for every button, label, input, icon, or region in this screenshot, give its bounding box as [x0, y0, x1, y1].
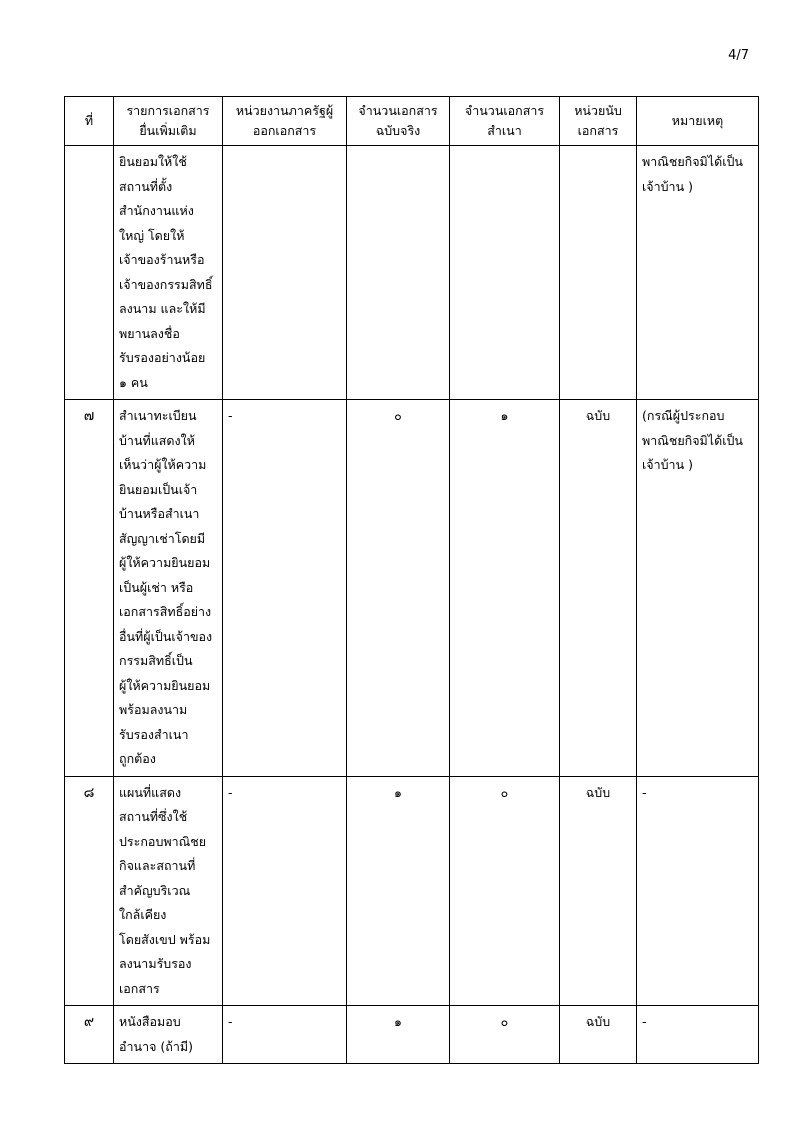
header-text-line: รายการเอกสาร	[126, 103, 210, 118]
document-item-line: เป็นผู้เช่า หรือ	[119, 579, 194, 595]
header-copy	[450, 97, 560, 146]
header-text-line: ยื่นเพิ่มเติม	[139, 123, 197, 138]
document-item-line: ใหญ่ โดยให้	[119, 227, 185, 243]
document-item-line: พยานลงชื่อ	[119, 325, 180, 341]
document-item-line: สำเนาทะเบียน	[119, 408, 197, 423]
remark-line: (กรณีผู้ประกอบ	[642, 408, 725, 423]
header-text-line: หน่วยงานภาครัฐผู้	[235, 103, 334, 118]
document-item-line: สถานที่ตั้ง	[119, 178, 173, 194]
document-item-line: เอกสารสิทธิ์อย่าง	[119, 604, 212, 619]
copy-count: ๐	[450, 1006, 560, 1064]
documents-table	[64, 96, 759, 1064]
document-item-line: รับรองอย่างน้อย	[119, 350, 206, 365]
table-row	[65, 1006, 759, 1064]
header-text-line: เอกสาร	[577, 123, 619, 138]
document-item-line: เจ้าของกรรมสิทธิ์	[119, 276, 213, 292]
document-item-line: ๑ คน	[119, 374, 148, 390]
remark	[637, 1006, 759, 1064]
issuing-agency: -	[223, 1006, 347, 1064]
document-item-line: หนังสือมอบ	[119, 1014, 181, 1029]
remark-line: พาณิชยกิจมิได้เป็น	[642, 432, 743, 448]
table-row	[65, 400, 759, 777]
remark-line: เจ้าบ้าน )	[642, 457, 693, 472]
document-item-line: ลงนามรับรอง	[119, 956, 192, 971]
document-item-line: ผู้ให้ความยินยอม	[119, 555, 211, 570]
document-item-line: เห็นว่าผู้ให้ความ	[119, 457, 207, 472]
row-number: ๘	[65, 776, 114, 1006]
header-text-line: หน่วยนับ	[574, 103, 622, 118]
document-item-line: แผนที่แสดง	[119, 784, 182, 800]
document-item-line: สำคัญบริเวณ	[119, 882, 191, 898]
issuing-agency: -	[223, 400, 347, 777]
copy-count	[450, 146, 560, 400]
remark	[637, 146, 759, 400]
document-item-line: ลงนาม และให้มี	[119, 301, 206, 316]
header-item	[114, 97, 223, 146]
document-item-line: พร้อมลงนาม	[119, 702, 188, 717]
document-item-line: บ้านหรือสำเนา	[119, 506, 200, 521]
header-text-line: ออกเอกสาร	[252, 123, 317, 138]
document-item-line: สัญญาเช่าโดยมี	[119, 530, 206, 546]
table-row	[65, 776, 759, 1006]
table-row	[65, 146, 759, 400]
header-unit	[560, 97, 637, 146]
document-item-line: สถานที่ซึ่งใช้	[119, 809, 188, 824]
document-unit	[560, 146, 637, 400]
remark-line: -	[642, 784, 647, 800]
original-count: ๐	[347, 400, 450, 777]
document-item-line: รับรองสำเนา	[119, 726, 189, 742]
header-text-line: จำนวนเอกสาร	[464, 103, 545, 118]
issuing-agency: -	[223, 776, 347, 1006]
remark-line: เจ้าบ้าน )	[642, 178, 693, 194]
document-item-line: ยินยอมเป็นเจ้า	[119, 481, 198, 497]
header-no: ที่	[65, 97, 114, 146]
header-original	[347, 97, 450, 146]
remark-line: -	[642, 1014, 647, 1029]
document-unit: ฉบับ	[560, 776, 637, 1006]
header-text-line: ฉบับจริง	[375, 123, 421, 138]
table-header-row	[65, 97, 759, 146]
header-text-line: จำนวนเอกสาร	[358, 103, 438, 118]
document-item-line: ถูกต้อง	[119, 751, 156, 766]
document-item	[114, 146, 223, 400]
row-number: ๗	[65, 400, 114, 777]
document-item-line: อำนาจ (ถ้ามี)	[119, 1038, 193, 1054]
row-number: ๙	[65, 1006, 114, 1064]
remark-line: พาณิชยกิจมิได้เป็น	[642, 154, 743, 169]
document-item-line: สำนักงานแห่ง	[119, 203, 194, 218]
copy-count: ๐	[450, 776, 560, 1006]
document-unit: ฉบับ	[560, 1006, 637, 1064]
issuing-agency	[223, 146, 347, 400]
document-item-line: ใกล้เคียง	[119, 907, 167, 922]
document-item-line: เจ้าของร้านหรือ	[119, 252, 205, 267]
original-count: ๑	[347, 1006, 450, 1064]
header-remark: หมายเหตุ	[637, 97, 759, 146]
original-count	[347, 146, 450, 400]
original-count: ๑	[347, 776, 450, 1006]
document-item	[114, 400, 223, 777]
document-item-line: ประกอบพาณิชย	[119, 833, 207, 849]
document-item-line: กิจและสถานที่	[119, 858, 196, 873]
remark	[637, 776, 759, 1006]
document-item	[114, 1006, 223, 1064]
copy-count: ๑	[450, 400, 560, 777]
header-agency	[223, 97, 347, 146]
document-item	[114, 776, 223, 1006]
document-item-line: กรรมสิทธิ์เป็น	[119, 653, 193, 668]
document-item-line: อื่นที่ผู้เป็นเจ้าของ	[119, 628, 213, 644]
document-item-line: ยินยอมให้ใช้	[119, 154, 187, 169]
document-item-line: โดยสังเขป พร้อม	[119, 931, 211, 947]
remark	[637, 400, 759, 777]
document-item-line: บ้านที่แสดงให้	[119, 432, 195, 448]
row-number	[65, 146, 114, 400]
header-text-line: สำเนา	[487, 123, 522, 138]
document-item-line: ผู้ให้ความยินยอม	[119, 677, 211, 693]
document-unit: ฉบับ	[560, 400, 637, 777]
page-number: 4/7	[728, 48, 749, 63]
document-item-line: เอกสาร	[119, 980, 160, 996]
